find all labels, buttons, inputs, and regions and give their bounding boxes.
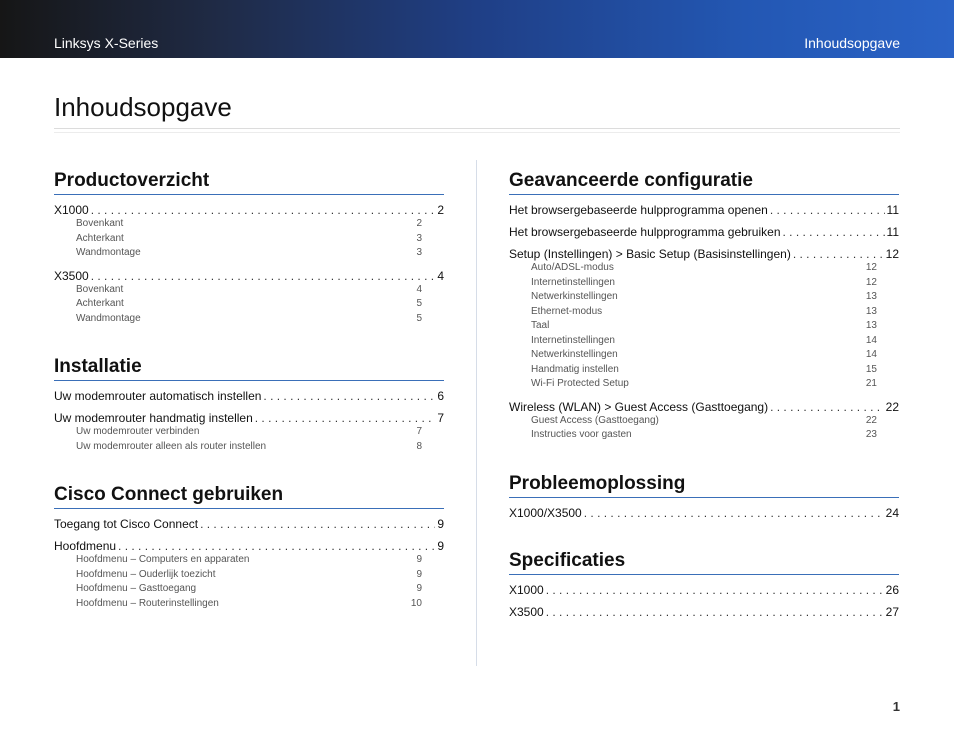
toc-subentry[interactable] bbox=[531, 276, 877, 291]
toc-subentries bbox=[54, 283, 444, 327]
toc-entry-label: Uw modemrouter automatisch instellen bbox=[54, 389, 262, 403]
toc-subentries bbox=[54, 425, 444, 454]
toc-subentry-label: Hoofdmenu – Ouderlijk toezicht bbox=[76, 568, 216, 580]
toc-subentry-page: 5 bbox=[416, 312, 422, 324]
toc-subentry[interactable] bbox=[76, 217, 422, 232]
toc-subentry-label: Instructies voor gasten bbox=[531, 429, 632, 440]
toc-subentry-page: 9 bbox=[416, 554, 422, 565]
toc-subentry-page: 7 bbox=[416, 426, 422, 437]
section-title: Cisco Connect gebruiken bbox=[54, 484, 444, 509]
toc-entry-label: Hoofdmenu bbox=[54, 539, 117, 553]
toc-subentry[interactable] bbox=[76, 440, 422, 455]
toc-subentry[interactable] bbox=[76, 297, 422, 312]
toc-entry[interactable] bbox=[509, 583, 899, 597]
toc-entry-page: 26 bbox=[885, 582, 899, 597]
toc-entry[interactable] bbox=[54, 517, 444, 531]
header-product-name: Linksys X-Series bbox=[54, 35, 159, 51]
toc-subentry-page: 15 bbox=[865, 363, 877, 375]
section-title: Productoverzicht bbox=[54, 170, 444, 195]
toc-entry-label: Toegang tot Cisco Connect bbox=[54, 517, 199, 531]
toc-subentry[interactable] bbox=[531, 414, 877, 429]
toc-entry[interactable] bbox=[509, 400, 899, 414]
toc-entry-page: 2 bbox=[437, 203, 444, 217]
toc-subentry-label: Bovenkant bbox=[76, 283, 124, 295]
toc-subentry[interactable] bbox=[76, 246, 422, 261]
toc-entry-page: 4 bbox=[437, 268, 444, 283]
toc-subentries bbox=[509, 414, 899, 443]
toc-subentry-page: 9 bbox=[416, 568, 422, 580]
toc-subentry-page: 5 bbox=[416, 298, 422, 309]
toc-entry[interactable] bbox=[509, 225, 899, 239]
toc-section-geavanceerde-configuratie bbox=[509, 170, 899, 443]
toc-subentry-label: Achterkant bbox=[76, 232, 124, 244]
toc-entry[interactable] bbox=[54, 411, 444, 425]
toc-subentry-label: Wi-Fi Protected Setup bbox=[531, 378, 629, 389]
toc-subentry-label: Hoofdmenu – Gasttoegang bbox=[76, 583, 197, 594]
header-section-name: Inhoudsopgave bbox=[804, 35, 900, 51]
dot-leader bbox=[770, 400, 884, 414]
toc-entry-page: 7 bbox=[437, 411, 444, 425]
toc-entry-label: Wireless (WLAN) > Guest Access (Gasttoegang) bbox=[509, 399, 769, 414]
title-divider bbox=[54, 128, 900, 129]
toc-entry[interactable] bbox=[54, 539, 444, 553]
toc-entry-page: 11 bbox=[886, 203, 899, 217]
toc-right-column bbox=[509, 170, 899, 649]
toc-entry[interactable] bbox=[54, 389, 444, 403]
toc-subentry[interactable] bbox=[76, 568, 422, 583]
toc-entry[interactable] bbox=[509, 605, 899, 619]
toc-subentries bbox=[54, 553, 444, 611]
dot-leader bbox=[118, 539, 435, 553]
toc-subentry[interactable] bbox=[531, 428, 877, 443]
toc-entry-label: Setup (Instellingen) > Basic Setup (Basisinstellingen) bbox=[509, 247, 791, 261]
toc-subentry-label: Handmatig instellen bbox=[531, 363, 619, 375]
toc-subentry-label: Uw modemrouter alleen als router instellen bbox=[76, 440, 267, 452]
header-banner bbox=[0, 0, 954, 58]
column-divider bbox=[476, 160, 477, 666]
toc-subentry-label: Hoofdmenu – Computers en apparaten bbox=[76, 554, 250, 565]
toc-subentry-page: 4 bbox=[416, 283, 422, 295]
toc-subentry-page: 23 bbox=[865, 429, 877, 440]
toc-subentry[interactable] bbox=[531, 377, 877, 392]
toc-subentry-page: 3 bbox=[416, 232, 422, 244]
dot-leader bbox=[793, 247, 884, 261]
toc-subentry-label: Internetinstellingen bbox=[531, 334, 615, 346]
toc-subentry[interactable] bbox=[531, 261, 877, 276]
toc-subentry-label: Taal bbox=[531, 320, 550, 331]
toc-entry[interactable] bbox=[509, 247, 899, 261]
toc-subentry-page: 13 bbox=[865, 320, 877, 331]
toc-entry-page: 24 bbox=[885, 505, 899, 520]
toc-entry-label: X1000/X3500 bbox=[509, 505, 582, 520]
toc-section-installatie bbox=[54, 356, 444, 454]
toc-entry-label: X3500 bbox=[509, 604, 544, 619]
toc-entry-page: 6 bbox=[437, 389, 444, 403]
toc-entry[interactable] bbox=[509, 506, 899, 520]
toc-subentry[interactable] bbox=[76, 597, 422, 612]
toc-subentry[interactable] bbox=[76, 312, 422, 327]
toc-subentry[interactable] bbox=[76, 232, 422, 247]
toc-subentry-page: 22 bbox=[865, 414, 877, 426]
toc-subentry[interactable] bbox=[531, 319, 877, 334]
dot-leader bbox=[91, 269, 436, 283]
toc-subentry[interactable] bbox=[531, 348, 877, 363]
toc-subentries bbox=[54, 217, 444, 261]
toc-entry[interactable] bbox=[54, 203, 444, 217]
page-number: 1 bbox=[892, 699, 900, 714]
dot-leader bbox=[770, 203, 885, 217]
toc-entry-label: X1000 bbox=[54, 203, 89, 217]
toc-subentry-label: Auto/ADSL-modus bbox=[531, 262, 614, 273]
toc-subentry[interactable] bbox=[76, 553, 422, 568]
dot-leader bbox=[783, 225, 885, 239]
toc-entry[interactable] bbox=[54, 269, 444, 283]
toc-subentry-page: 12 bbox=[865, 276, 877, 288]
dot-leader bbox=[91, 203, 436, 217]
toc-entry[interactable] bbox=[509, 203, 899, 217]
dot-leader bbox=[255, 411, 436, 425]
toc-subentry-page: 13 bbox=[865, 305, 877, 317]
toc-left-column bbox=[54, 170, 444, 641]
toc-entry-page: 27 bbox=[885, 604, 899, 619]
toc-subentry-page: 10 bbox=[410, 597, 422, 609]
toc-section-cisco-connect-gebruiken bbox=[54, 484, 444, 611]
toc-subentry-page: 14 bbox=[865, 334, 877, 346]
toc-entry-page: 11 bbox=[886, 225, 899, 239]
dot-leader bbox=[546, 605, 884, 619]
toc-subentry-page: 21 bbox=[865, 378, 877, 389]
page-title: Inhoudsopgave bbox=[54, 92, 232, 122]
toc-entry-page: 9 bbox=[437, 539, 444, 553]
toc-entry-label: Het browsergebaseerde hulpprogramma openen bbox=[509, 203, 768, 217]
toc-subentry-label: Hoofdmenu – Routerinstellingen bbox=[76, 597, 219, 609]
toc-subentry-label: Achterkant bbox=[76, 298, 124, 309]
toc-subentry[interactable] bbox=[76, 425, 422, 440]
toc-entry-label: Uw modemrouter handmatig instellen bbox=[54, 411, 253, 425]
toc-subentry-label: Wandmontage bbox=[76, 312, 141, 324]
toc-entry-label: X1000 bbox=[509, 582, 544, 597]
toc-subentry-label: Ethernet-modus bbox=[531, 305, 603, 317]
toc-subentry-page: 14 bbox=[865, 349, 877, 360]
toc-subentry-label: Wandmontage bbox=[76, 247, 141, 258]
toc-entry-page: 9 bbox=[437, 517, 444, 531]
toc-subentry-page: 12 bbox=[865, 262, 877, 273]
toc-subentry-label: Guest Access (Gasttoegang) bbox=[531, 414, 659, 426]
dot-leader bbox=[546, 583, 884, 597]
section-title: Installatie bbox=[54, 356, 444, 381]
toc-entry-label: X3500 bbox=[54, 268, 89, 283]
toc-section-probleemoplossing bbox=[509, 473, 899, 520]
toc-subentry[interactable] bbox=[531, 363, 877, 378]
dot-leader bbox=[263, 389, 435, 403]
toc-subentry[interactable] bbox=[76, 283, 422, 298]
section-title: Specificaties bbox=[509, 550, 899, 575]
toc-subentry-label: Bovenkant bbox=[76, 218, 124, 229]
toc-subentry-label: Uw modemrouter verbinden bbox=[76, 426, 200, 437]
toc-subentry[interactable] bbox=[531, 305, 877, 320]
toc-subentry-page: 8 bbox=[416, 440, 422, 452]
toc-subentry-page: 9 bbox=[416, 583, 422, 594]
toc-entry-page: 12 bbox=[885, 247, 899, 261]
toc-subentry-page: 13 bbox=[865, 291, 877, 302]
toc-subentry-label: Internetinstellingen bbox=[531, 276, 615, 288]
toc-subentry-page: 2 bbox=[416, 218, 422, 229]
toc-subentry[interactable] bbox=[76, 582, 422, 597]
title-divider-secondary bbox=[54, 132, 900, 133]
toc-subentry[interactable] bbox=[531, 290, 877, 305]
toc-subentries bbox=[509, 261, 899, 392]
section-title: Geavanceerde configuratie bbox=[509, 170, 899, 195]
section-title: Probleemoplossing bbox=[509, 473, 899, 498]
toc-subentry-label: Netwerkinstellingen bbox=[531, 291, 618, 302]
toc-entry-label: Het browsergebaseerde hulpprogramma gebruiken bbox=[509, 225, 781, 239]
toc-section-specificaties bbox=[509, 550, 899, 619]
toc-subentry-page: 3 bbox=[416, 247, 422, 258]
toc-subentry[interactable] bbox=[531, 334, 877, 349]
toc-subentry-label: Netwerkinstellingen bbox=[531, 349, 618, 360]
dot-leader bbox=[200, 517, 435, 531]
dot-leader bbox=[584, 506, 884, 520]
toc-section-productoverzicht bbox=[54, 170, 444, 326]
toc-entry-page: 22 bbox=[885, 399, 899, 414]
